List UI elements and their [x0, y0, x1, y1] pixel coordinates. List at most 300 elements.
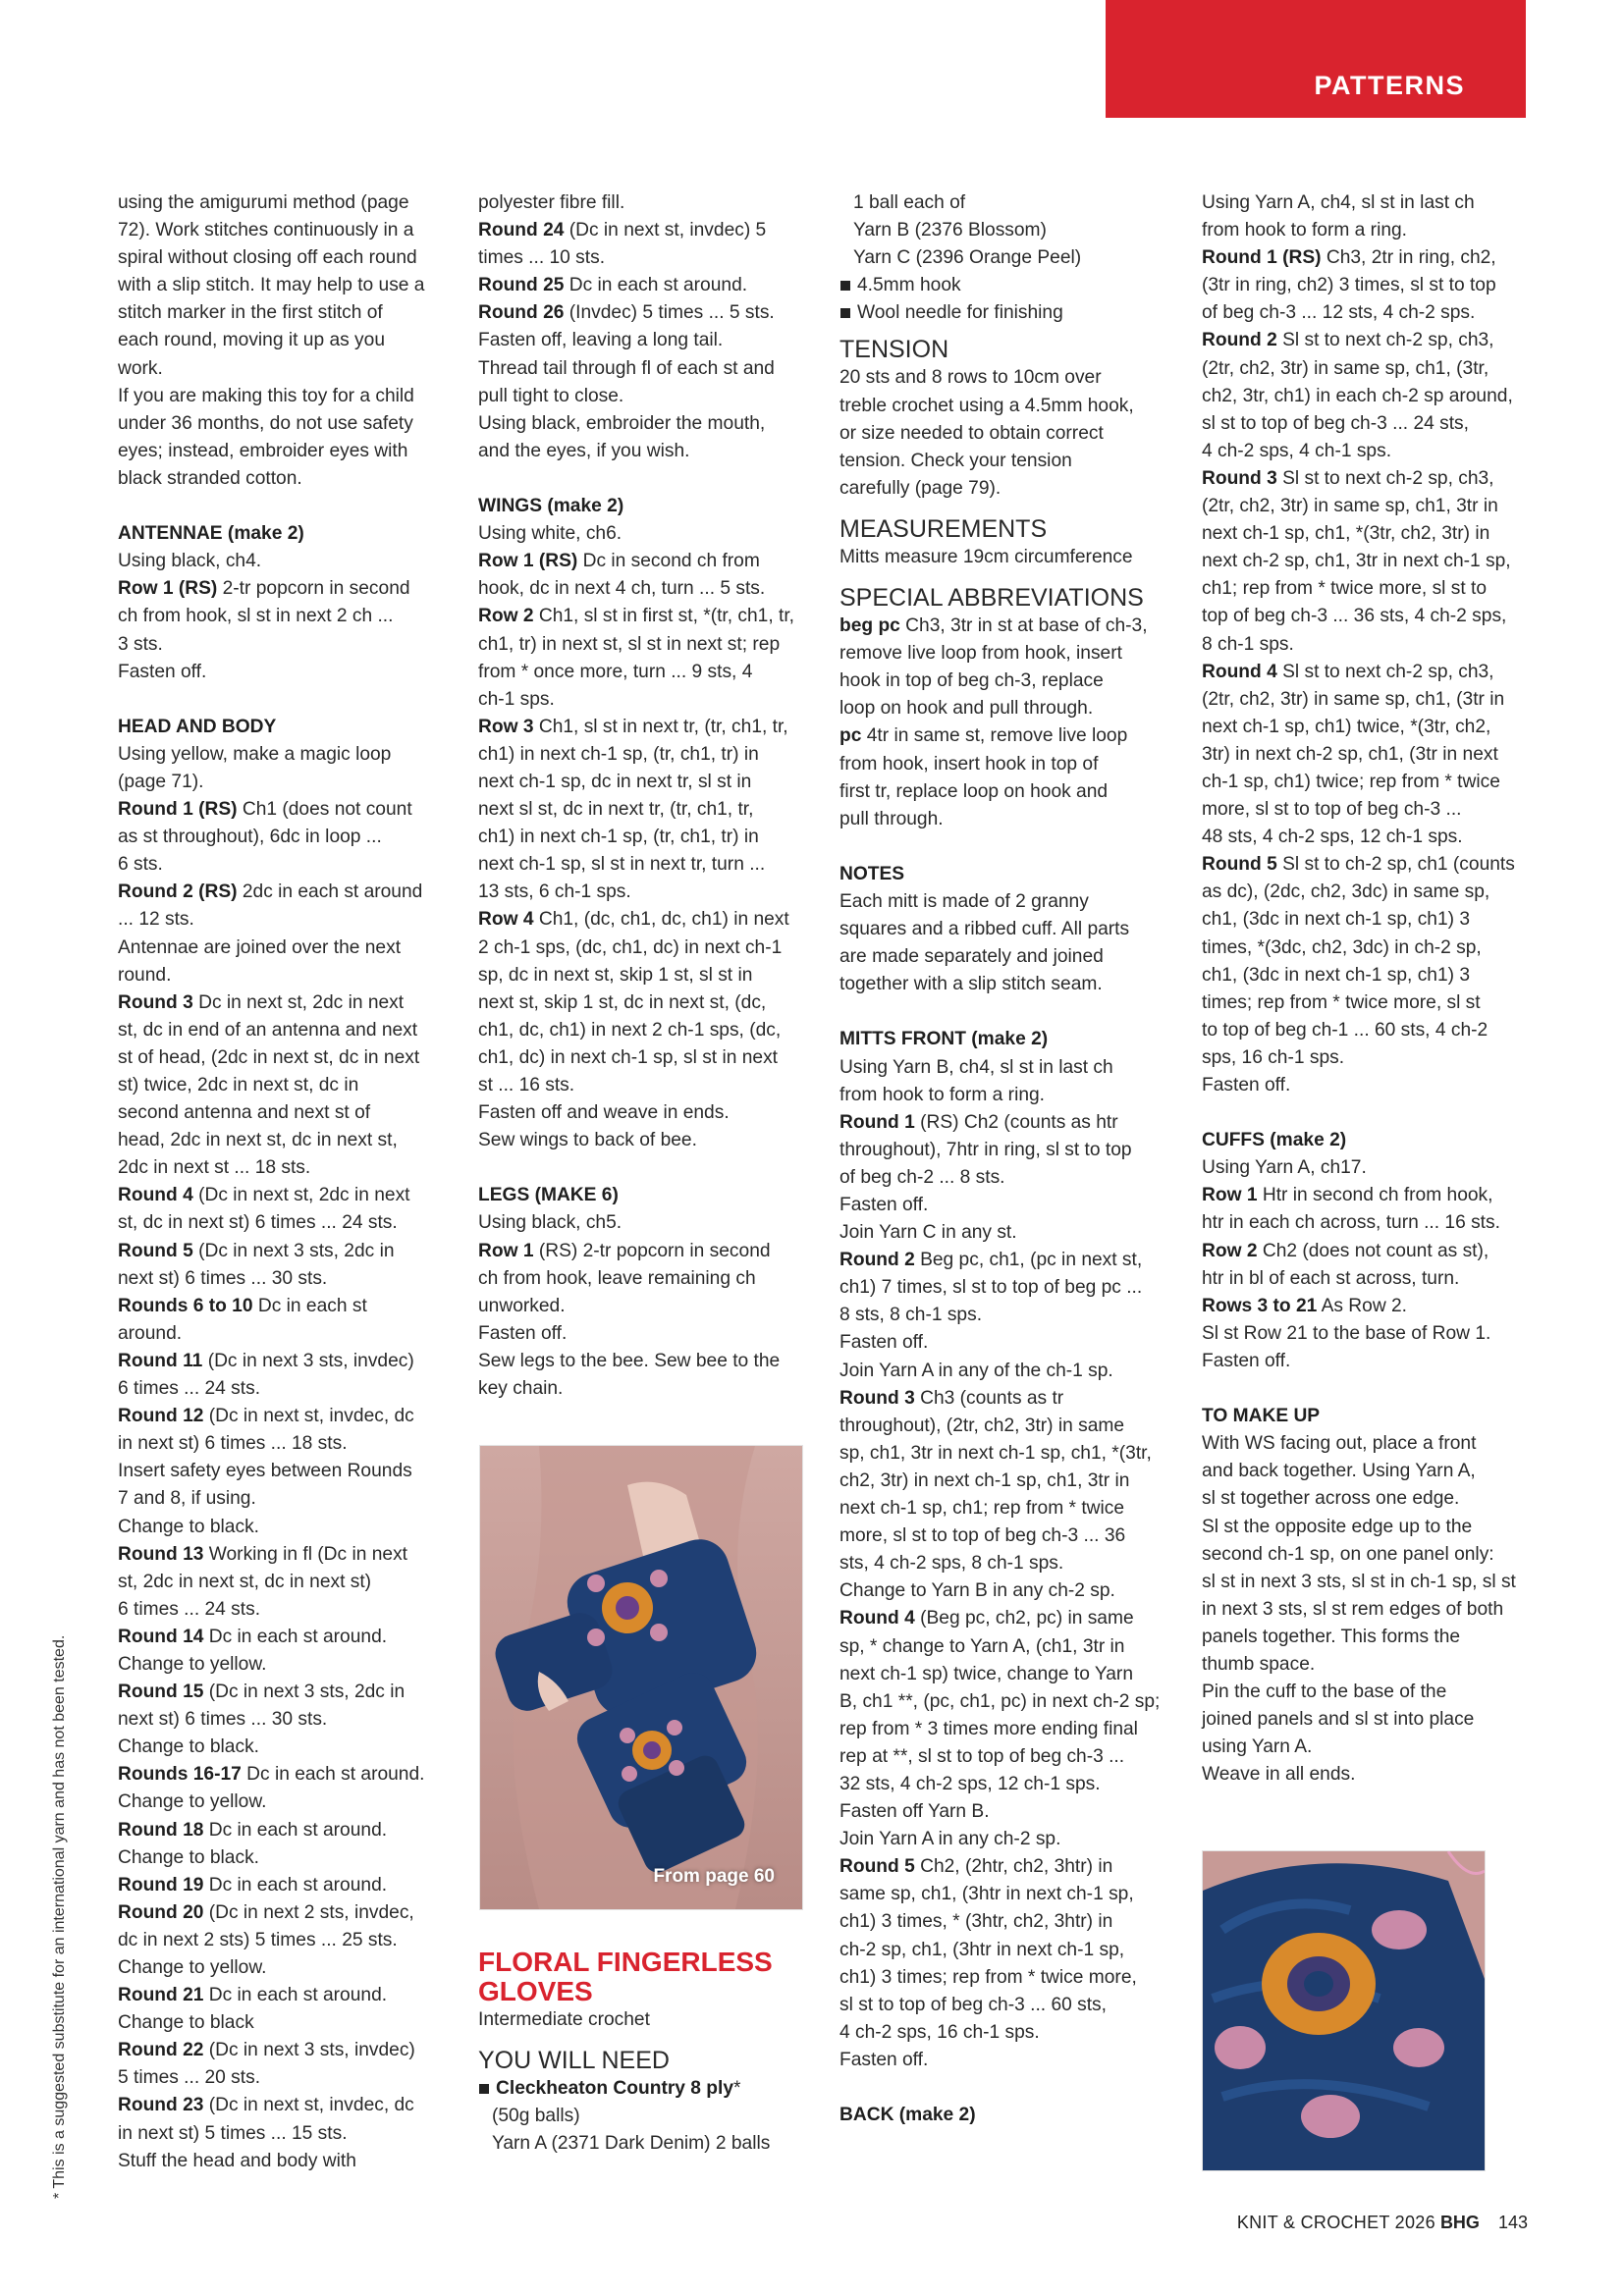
text-line: Using black, ch5. [478, 1212, 623, 1234]
instruction-text: Dc in second ch from [577, 551, 760, 572]
text-line: pull through. [839, 808, 944, 829]
round-label: Round 2 (RS) [118, 881, 238, 903]
text-line: ch from hook, leave remaining ch [478, 1267, 756, 1289]
text-line: to top of beg ch-1 ... 60 sts, 4 ch-2 [1202, 1019, 1489, 1041]
instruction-text: Dc in each st around. [203, 1874, 388, 1896]
instruction-text: Ch1 (does not count [237, 799, 412, 821]
instruction-text: 4tr in same st, remove live loop [861, 725, 1128, 747]
instruction-line [118, 1899, 452, 1927]
instruction-text: Ch1, sl st in first st, *(tr, ch1, tr, [533, 606, 795, 627]
tool-item: Wool needle for finishing [839, 299, 1173, 327]
section-label: PATTERNS [1314, 71, 1465, 100]
text-line: thumb space. [1202, 1653, 1316, 1675]
text-line: Sew legs to the bee. Sew bee to the [478, 1350, 781, 1371]
instruction-line [1202, 851, 1536, 879]
text-line: pull tight to close. [478, 385, 624, 406]
round-label: Round 5 [1202, 854, 1277, 876]
text-line: Fasten off. [839, 2049, 929, 2070]
page-footer [1237, 2213, 1528, 2233]
text-line: and the eyes, if you wish. [478, 440, 690, 461]
text-line: 72). Work stitches continuously in a [118, 220, 414, 241]
instruction-line [839, 1605, 1173, 1632]
round-label: Round 20 [118, 1901, 204, 1923]
round-label: Round 3 [1202, 467, 1277, 489]
round-label: Round 23 [118, 2095, 204, 2116]
instruction-text: Dc in each st around. [203, 1985, 388, 2006]
instruction-line [118, 2037, 452, 2064]
instruction-line [478, 906, 812, 934]
round-label: Round 24 [478, 220, 565, 241]
text-line: ch1, (3dc in next ch-1 sp, ch1) 3 [1202, 964, 1471, 986]
text-line: second ch-1 sp, on one panel only: [1202, 1543, 1494, 1565]
row-label: Row 3 [478, 716, 534, 737]
text-line: htr in bl of each st across, turn. [1202, 1267, 1460, 1289]
instruction-text: Sl st to next ch-2 sp, ch3, [1276, 467, 1494, 489]
text-line: eyes; instead, embroider eyes with [118, 440, 408, 461]
text-line: Antennae are joined over the next [118, 936, 402, 958]
text-line: next ch-1 sp, ch1) twice, *(3tr, ch2, [1202, 716, 1491, 737]
row-label: Row 1 (RS) [118, 578, 218, 600]
text-line: of beg ch-3 ... 12 sts, 4 ch-2 sps. [1202, 302, 1476, 324]
text-line: next st) 6 times ... 30 sts. [118, 1267, 328, 1289]
text-line: 3tr) in next ch-2 sp, ch1, (3tr in next [1202, 743, 1498, 765]
text-line: from hook to form a ring. [839, 1084, 1046, 1105]
text-line: from * once more, turn ... 9 sts, 4 [478, 661, 753, 682]
instruction-line [118, 1541, 452, 1569]
text-line: 4 ch-2 sps, 16 ch-1 sps. [839, 2021, 1040, 2043]
text-line: Fasten off. [118, 661, 207, 682]
text-line: Join Yarn C in any st. [839, 1222, 1017, 1244]
text-line: ch from hook, sl st in next 2 ch ... [118, 606, 394, 627]
section-heading: WINGS (make 2) [478, 496, 624, 517]
text-line: Thread tail through fl of each st and [478, 357, 775, 379]
text-line: Each mitt is made of 2 granny [839, 890, 1089, 912]
text-line: Fasten off. [839, 1195, 929, 1215]
round-label: Round 11 [118, 1350, 203, 1371]
instruction-line [839, 1385, 1173, 1413]
abbr-label: pc [839, 725, 862, 747]
instruction-text: (Beg pc, ch2, pc) in same [914, 1608, 1134, 1629]
text-line: sl st to top of beg ch-3 ... 24 sts, [1202, 412, 1469, 434]
text-line: ch-2 sp, ch1, (3htr in next ch-1 sp, [839, 1939, 1125, 1960]
column-4 [1202, 189, 1536, 1789]
text-line: times ... 10 sts. [478, 247, 606, 269]
text-line: ch1) in next ch-1 sp, (tr, ch1, tr) in [478, 743, 759, 765]
text-line: in next st) 5 times ... 15 sts. [118, 2122, 348, 2144]
text-line: times; rep from * twice more, sl st [1202, 991, 1481, 1013]
text-line: ch1) 3 times; rep from * twice more, [839, 1966, 1137, 1988]
text-line: hook in top of beg ch-3, replace [839, 670, 1104, 692]
row-label: Row 1 [478, 1240, 534, 1261]
text-line: rep at **, sl st to top of beg ch-3 ... [839, 1745, 1125, 1767]
page-number: 143 [1497, 2213, 1528, 2232]
instruction-line [118, 879, 452, 906]
round-label: Round 1 [839, 1111, 915, 1133]
text-line: Change to black. [118, 1736, 259, 1758]
text-line: first tr, replace loop on hook and [839, 780, 1109, 802]
round-label: Round 4 [839, 1608, 915, 1629]
text-line: key chain. [478, 1378, 564, 1400]
text-line: Yarn C (2396 Orange Peel) [853, 247, 1082, 269]
text-line: throughout), (2tr, ch2, 3tr) in same [839, 1415, 1125, 1436]
text-line: B, ch1 **, (pc, ch1, pc) in next ch-2 sp; [839, 1690, 1161, 1712]
text-line: Change to yellow. [118, 1791, 267, 1813]
instruction-line [118, 2092, 452, 2119]
text-line: in next st) 6 times ... 18 sts. [118, 1433, 348, 1455]
round-label: Round 4 [1202, 661, 1277, 682]
instruction-line [118, 1817, 452, 1844]
text-line: Change to black. [118, 1516, 259, 1537]
text-line: 48 sts, 4 ch-2 sps, 12 ch-1 sps. [1202, 827, 1463, 848]
instruction-line [478, 217, 812, 244]
text-line: under 36 months, do not use safety [118, 412, 413, 434]
instruction-line [118, 1761, 452, 1789]
text-line: ch1) 7 times, sl st to top of beg pc ... [839, 1277, 1143, 1299]
text-line: With WS facing out, place a front [1202, 1433, 1477, 1455]
text-line: Join Yarn A in any ch-2 sp. [839, 1829, 1061, 1850]
text-line: Using black, ch4. [118, 551, 262, 572]
instruction-line [478, 714, 812, 741]
instruction-text: Dc in each st [252, 1295, 367, 1316]
row-label: Row 2 [478, 606, 534, 627]
text-line: 7 and 8, if using. [118, 1488, 256, 1510]
instruction-text: Ch1, sl st in next tr, (tr, ch1, tr, [533, 716, 788, 737]
gloves-intro [478, 1948, 812, 2158]
text-line: Change to black [118, 2012, 254, 2034]
section-heading: YOU WILL NEED [478, 2047, 670, 2075]
round-label: Round 25 [478, 275, 565, 296]
instruction-line [118, 1182, 452, 1209]
instruction-text: Htr in second ch from hook, [1257, 1185, 1493, 1206]
instruction-text: Ch2, (2htr, ch2, 3htr) in [914, 1856, 1113, 1878]
text-line: more, sl st to top of beg ch-3 ... 36 [839, 1525, 1126, 1547]
text-line: next ch-1 sp, ch1, *(3tr, ch2, 3tr) in [1202, 523, 1490, 545]
yarn-name: Cleckheaton Country 8 ply [496, 2078, 734, 2100]
text-line: Join Yarn A in any of the ch-1 sp. [839, 1360, 1113, 1381]
text-line: next ch-1 sp) twice, change to Yarn [839, 1663, 1133, 1684]
text-line: 6 sts. [118, 854, 163, 876]
round-label: Round 22 [118, 2040, 204, 2061]
text-line: st, dc in end of an antenna and next [118, 1019, 418, 1041]
text-line: hook, dc in next 4 ch, turn ... 5 sts. [478, 578, 766, 600]
text-line: Change to Yarn B in any ch-2 sp. [839, 1580, 1115, 1602]
text-line: Using black, embroider the mouth, [478, 412, 766, 434]
text-line: sp, ch1, 3tr in next ch-1 sp, ch1, *(3tr, [839, 1442, 1152, 1464]
text-line: (3tr in ring, ch2) 3 times, sl st to top [1202, 275, 1496, 296]
text-line: Using Yarn A, ch17. [1202, 1157, 1367, 1179]
instruction-text: Sl st to next ch-2 sp, ch3, [1276, 330, 1494, 351]
text-line: throughout), 7htr in ring, sl st to top [839, 1139, 1132, 1160]
section-heading: TENSION [839, 336, 949, 364]
text-line: polyester fibre fill. [478, 192, 625, 213]
instruction-text: Ch3, 2tr in ring, ch2, [1321, 247, 1496, 269]
row-label: Row 1 (RS) [478, 551, 578, 572]
instruction-text: (Dc in next 3 sts, 2dc in [203, 1682, 406, 1703]
instruction-text: Ch2 (does not count as st), [1257, 1240, 1489, 1261]
row-label: Row 1 [1202, 1185, 1258, 1206]
text-line: rep from * 3 times more ending final [839, 1718, 1138, 1739]
text-line: with a slip stitch. It may help to use a [118, 275, 425, 296]
text-line: (2tr, ch2, 3tr) in same sp, ch1, (3tr, [1202, 357, 1489, 379]
text-line: work. [118, 357, 163, 379]
text-line: ch1) 3 times, * (3htr, ch2, 3htr) in [839, 1911, 1113, 1933]
section-heading: TO MAKE UP [1202, 1406, 1321, 1427]
text-line: 6 times ... 24 sts. [118, 1598, 261, 1620]
section-heading: SPECIAL ABBREVIATIONS [839, 584, 1144, 613]
text-line: Fasten off. [839, 1332, 929, 1354]
text-line: Change to yellow. [118, 1653, 267, 1675]
round-label: Round 13 [118, 1543, 204, 1565]
instruction-text: Ch3, 3tr in st at base of ch-3, [899, 615, 1148, 637]
text-line: Sl st the opposite edge up to the [1202, 1516, 1473, 1537]
pattern-title: FLORAL FINGERLESS [478, 1947, 773, 1977]
section-heading: ANTENNAE (make 2) [118, 523, 304, 545]
text-line: Insert safety eyes between Rounds [118, 1461, 412, 1482]
text-line: st) twice, 2dc in next st, dc in [118, 1075, 359, 1095]
text-line: ch1) in next ch-1 sp, (tr, ch1, tr) in [478, 827, 759, 848]
round-label: Round 3 [839, 1387, 915, 1409]
instruction-text: (Dc in next 3 sts, 2dc in [192, 1240, 395, 1261]
round-label: Round 3 [118, 991, 193, 1013]
instruction-text: Working in fl (Dc in next [203, 1543, 407, 1565]
round-label: Round 1 (RS) [118, 799, 238, 821]
text-line: Using Yarn A, ch4, sl st in last ch [1202, 192, 1475, 213]
text-line: 13 sts, 6 ch-1 sps. [478, 881, 631, 903]
instruction-text: Dc in each st around. [203, 1626, 388, 1647]
instruction-text: (Dc in next st, invdec, dc [203, 1406, 414, 1427]
instruction-text: Dc in each st around. [203, 1819, 388, 1841]
text-line: ch1, dc, ch1) in next 2 ch-1 sps, (dc, [478, 1019, 782, 1041]
text-line: are made separately and joined [839, 946, 1104, 968]
instruction-text: 2-tr popcorn in second [217, 578, 410, 600]
instruction-text: (Invdec) 5 times ... 5 sts. [564, 302, 775, 324]
instruction-line [118, 575, 452, 603]
text-line: stitch marker in the first stitch of [118, 302, 383, 324]
text-line: If you are making this toy for a child [118, 385, 414, 406]
text-line: 3 sts. [118, 633, 163, 655]
text-line: remove live loop from hook, insert [839, 643, 1122, 665]
instruction-text: Dc in next st, 2dc in next [192, 991, 405, 1013]
text-line: and back together. Using Yarn A, [1202, 1461, 1476, 1482]
round-label: Round 2 [1202, 330, 1277, 351]
text-line: next sl st, dc in next tr, (tr, ch1, tr, [478, 799, 754, 821]
instruction-line [1202, 327, 1536, 354]
text-line: Stuff the head and body with [118, 2150, 356, 2171]
text-line: ch2, 3tr) in next ch-1 sp, ch1, 3tr in [839, 1469, 1130, 1491]
text-line: panels together. This forms the [1202, 1626, 1461, 1647]
text-line: times, *(3dc, ch2, 3dc) in ch-2 sp, [1202, 936, 1482, 958]
round-label: Round 2 [839, 1250, 915, 1271]
instruction-text: Ch3 (counts as tr [914, 1387, 1064, 1409]
instruction-text: Ch1, (dc, ch1, dc, ch1) in next [533, 909, 789, 931]
instruction-text: 2dc in each st around [237, 881, 423, 903]
text-line: (50g balls) [492, 2106, 580, 2127]
text-line: of beg ch-2 ... 8 sts. [839, 1166, 1005, 1188]
text-line: 8 sts, 8 ch-1 sps. [839, 1305, 983, 1326]
instruction-line [1202, 1182, 1536, 1209]
text-line: (page 71). [118, 771, 204, 792]
instruction-text: (RS) Ch2 (counts as htr [914, 1111, 1118, 1133]
text-line: Fasten off. [478, 1322, 568, 1344]
text-line: sts, 4 ch-2 sps, 8 ch-1 sps. [839, 1553, 1064, 1575]
text-line: treble crochet using a 4.5mm hook, [839, 395, 1134, 416]
text-line: 2 ch-1 sps, (dc, ch1, dc) in next ch-1 [478, 936, 783, 958]
text-line: next ch-1 sp, dc in next tr, sl st in [478, 771, 752, 792]
instruction-line [839, 1109, 1173, 1137]
instruction-line [478, 272, 812, 299]
instruction-line [1202, 659, 1536, 686]
text-line: next ch-1 sp, ch1; rep from * twice [839, 1498, 1125, 1520]
text-line: Sew wings to back of bee. [478, 1130, 697, 1151]
row-label: Rows 3 to 21 [1202, 1295, 1318, 1316]
instruction-line [478, 1238, 812, 1265]
section-heading: LEGS (MAKE 6) [478, 1185, 619, 1206]
text-line: unworked. [478, 1295, 566, 1316]
instruction-text: Dc in each st around. [241, 1764, 425, 1786]
text-line: tension. Check your tension [839, 450, 1072, 471]
text-line: Fasten off, leaving a long tail. [478, 330, 724, 351]
text-line: dc in next 2 sts) 5 times ... 25 sts. [118, 1929, 398, 1950]
text-line: Fasten off and weave in ends. [478, 1102, 730, 1124]
tool-item: 4.5mm hook [839, 272, 1173, 299]
section-heading: CUFFS (make 2) [1202, 1130, 1347, 1151]
yarn-item [478, 2075, 812, 2103]
section-heading: NOTES [839, 863, 905, 884]
instruction-line [118, 989, 452, 1017]
text-line: 5 times ... 20 sts. [118, 2067, 261, 2089]
text-line: Using yellow, make a magic loop [118, 743, 392, 765]
instruction-text: (Dc in next st, invdec) 5 [564, 220, 767, 241]
text-line: second antenna and next st of [118, 1102, 371, 1124]
text-line: st ... 16 sts. [478, 1075, 575, 1095]
section-heading: HEAD AND BODY [118, 716, 277, 737]
text-line: next st) 6 times ... 30 sts. [118, 1709, 328, 1731]
text-line: together with a slip stitch seam. [839, 974, 1103, 995]
instruction-line [839, 613, 1173, 640]
row-label: Row 2 [1202, 1240, 1258, 1261]
text-line: sps, 16 ch-1 sps. [1202, 1046, 1345, 1068]
text-line: Fasten off. [1202, 1350, 1291, 1371]
text-line: 20 sts and 8 rows to 10cm over [839, 367, 1102, 389]
round-label: Rounds 16-17 [118, 1764, 242, 1786]
round-label: Round 18 [118, 1819, 204, 1841]
text-line: sl st in next 3 sts, sl st in ch-1 sp, sl st [1202, 1571, 1516, 1592]
text-line: 4 ch-2 sps, 4 ch-1 sps. [1202, 440, 1392, 461]
text-line: (2tr, ch2, 3tr) in same sp, ch1, (3tr in [1202, 688, 1505, 710]
text-line: from hook, insert hook in top of [839, 753, 1099, 774]
substitute-footnote: * This is a suggested substitute for an international yarn and has not been tested. [51, 1634, 68, 2199]
text-line: carefully (page 79). [839, 477, 1001, 499]
text-line: loop on hook and pull through. [839, 698, 1094, 720]
text-line: same sp, ch1, (3htr in next ch-1 sp, [839, 1884, 1134, 1905]
instruction-line [118, 1982, 452, 2009]
publication-name: KNIT & CROCHET 2026 [1236, 2213, 1435, 2232]
instruction-text: Sl st to ch-2 sp, ch1 (counts [1276, 854, 1515, 876]
abbr-label: beg pc [839, 615, 900, 637]
instruction-text: (Dc in next 3 sts, invdec) [203, 2040, 415, 2061]
round-label: Round 12 [118, 1406, 204, 1427]
round-label: Round 19 [118, 1874, 204, 1896]
text-line: st of head, (2dc in next st, dc in next [118, 1046, 420, 1068]
instruction-line [118, 1238, 452, 1265]
round-label: Round 21 [118, 1985, 204, 2006]
text-line: Weave in all ends. [1202, 1764, 1356, 1786]
text-line: st, 2dc in next st, dc in next st) [118, 1571, 372, 1592]
text-line: using Yarn A. [1202, 1736, 1313, 1758]
instruction-line [1202, 244, 1536, 272]
instruction-line [478, 299, 812, 327]
text-line: Change to black. [118, 1846, 259, 1868]
text-line: st, dc in next st) 6 times ... 24 sts. [118, 1212, 398, 1234]
text-line: next st, skip 1 st, dc in next st, (dc, [478, 991, 767, 1013]
instruction-line [478, 548, 812, 575]
round-label: Round 5 [839, 1856, 915, 1878]
instruction-text: (Dc in next 3 sts, invdec) [202, 1350, 414, 1371]
instruction-text: (Dc in next st, invdec, dc [203, 2095, 414, 2116]
text-line: next ch-1 sp, sl st in next tr, turn ... [478, 854, 766, 876]
text-line: or size needed to obtain correct [839, 422, 1104, 444]
granny-square-photo [1202, 1850, 1486, 2171]
text-line: using the amigurumi method (page [118, 192, 409, 213]
text-line: from hook to form a ring. [1202, 220, 1408, 241]
round-label: Round 1 (RS) [1202, 247, 1322, 269]
text-line: ch1; rep from * twice more, sl st to [1202, 578, 1488, 600]
text-line: in next 3 sts, sl st rem edges of both [1202, 1598, 1504, 1620]
text-line: ch-1 sps. [478, 688, 555, 710]
text-line: round. [118, 964, 172, 986]
text-line: 6 times ... 24 sts. [118, 1378, 261, 1400]
instruction-line [839, 1853, 1173, 1881]
text-line: Fasten off. [1202, 1075, 1291, 1095]
text-line: sp, * change to Yarn A, (ch1, 3tr in [839, 1635, 1125, 1657]
instruction-text: (Dc in next st, 2dc in next [192, 1185, 410, 1206]
round-label: Rounds 6 to 10 [118, 1295, 253, 1316]
text-line: as st throughout), 6dc in loop ... [118, 827, 382, 848]
text-line: sl st to top of beg ch-3 ... 60 sts, [839, 1994, 1107, 2015]
instruction-text: Beg pc, ch1, (pc in next st, [914, 1250, 1143, 1271]
text-line: black stranded cotton. [118, 467, 302, 489]
text-line: next ch-2 sp, ch1, 3tr in next ch-1 sp, [1202, 551, 1511, 572]
section-heading: MEASUREMENTS [839, 514, 1048, 543]
column-2 [478, 189, 812, 1403]
text-line: Mitts measure 19cm circumference [839, 546, 1133, 567]
text-line: Pin the cuff to the base of the [1202, 1682, 1447, 1703]
instruction-line [478, 603, 812, 630]
text-line: head, 2dc in next st, dc in next st, [118, 1130, 398, 1151]
text-line: joined panels and sl st into place [1202, 1709, 1475, 1731]
section-banner [1106, 0, 1526, 118]
text-line: Yarn B (2376 Blossom) [853, 220, 1047, 241]
column-3 [839, 189, 1173, 2129]
text-line: ch1, tr) in next st, sl st in next st; rep [478, 633, 781, 655]
instruction-line [118, 1293, 452, 1320]
text-line: sl st together across one edge. [1202, 1488, 1460, 1510]
instruction-line [118, 796, 452, 824]
text-line: 1 ball each of [853, 192, 966, 213]
text-line: ch1, (3dc in next ch-1 sp, ch1) 3 [1202, 909, 1471, 931]
instruction-line [118, 1403, 452, 1430]
text-line: 8 ch-1 sps. [1202, 633, 1294, 655]
round-label: Round 4 [118, 1185, 193, 1206]
text-line: Using white, ch6. [478, 523, 623, 545]
instruction-line [118, 1348, 452, 1375]
text-line: Change to yellow. [118, 1957, 267, 1978]
text-line: as dc), (2dc, ch2, 3dc) in same sp, [1202, 881, 1490, 903]
text-line: squares and a ribbed cuff. All parts [839, 919, 1130, 940]
instruction-line [839, 722, 1173, 750]
instruction-line [118, 1624, 452, 1651]
brand-name: BHG [1439, 2213, 1480, 2232]
